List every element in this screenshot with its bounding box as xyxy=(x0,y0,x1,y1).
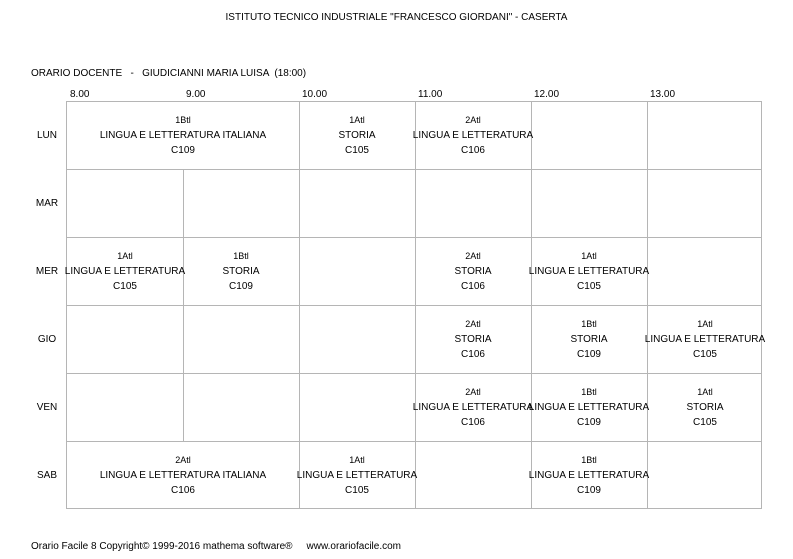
lesson-cell xyxy=(64,238,186,305)
day-label: VEN xyxy=(36,402,58,413)
time-label: 13.00 xyxy=(650,89,676,100)
lesson-class: 1Btl xyxy=(581,319,597,329)
lesson-cell xyxy=(415,238,531,305)
footer xyxy=(31,541,401,552)
lesson-cell xyxy=(415,306,531,373)
lesson-class: 1Btl xyxy=(581,454,597,465)
lesson-subject: LINGUA E LETTERATURA xyxy=(64,266,186,277)
lesson-room: C105 xyxy=(693,417,717,428)
lesson-subject: LINGUA E LETTERATURA xyxy=(644,334,766,345)
lesson-cell xyxy=(412,102,534,169)
lesson-room: C106 xyxy=(461,145,485,156)
lesson-class: 1Atl xyxy=(581,251,597,261)
time-label: 10.00 xyxy=(302,89,328,100)
lesson-class: 1Btl xyxy=(233,251,249,261)
lesson-cell xyxy=(412,374,534,441)
lesson-class: 1Atl xyxy=(349,454,365,465)
lesson-room: C109 xyxy=(577,484,601,496)
lesson-class: 1Atl xyxy=(349,115,365,125)
lesson-room: C106 xyxy=(461,281,485,292)
lesson-cell xyxy=(296,442,418,508)
lesson-subject: LINGUA E LETTERATURA xyxy=(296,469,418,481)
lesson-cell xyxy=(183,238,299,305)
lesson-room: C109 xyxy=(577,417,601,428)
time-label: 8.00 xyxy=(70,89,90,100)
lesson-class: 2Atl xyxy=(175,454,191,465)
lesson-cell xyxy=(531,306,647,373)
lesson-subject: LINGUA E LETTERATURA ITALIANA xyxy=(99,130,267,141)
day-label: LUN xyxy=(36,130,57,141)
lesson-room: C105 xyxy=(345,484,369,496)
lesson-subject: STORIA xyxy=(454,334,492,345)
lesson-cell xyxy=(528,238,650,305)
row-divider xyxy=(67,169,761,170)
lesson-cell xyxy=(644,306,766,373)
lesson-room: C109 xyxy=(577,349,601,360)
time-label: 11.00 xyxy=(418,89,443,100)
lesson-room: C105 xyxy=(113,281,137,292)
lesson-room: C105 xyxy=(577,281,601,292)
lesson-class: 1Atl xyxy=(697,387,713,397)
time-label: 9.00 xyxy=(186,89,206,100)
lesson-class: 2Atl xyxy=(465,251,481,261)
lesson-class: 1Atl xyxy=(697,319,713,329)
lesson-subject: LINGUA E LETTERATURA xyxy=(412,402,534,413)
copyright-text: Orario Facile 8 Copyright© 1999-2016 mathema software® xyxy=(31,541,293,552)
lesson-class: 1Atl xyxy=(117,251,133,261)
col-divider xyxy=(647,102,648,508)
lesson-subject: STORIA xyxy=(338,130,376,141)
lesson-class: 1Btl xyxy=(581,387,597,397)
lesson-subject: LINGUA E LETTERATURA xyxy=(528,469,650,481)
lesson-room: C106 xyxy=(171,484,195,496)
teacher-schedule-title: ORARIO DOCENTE - GIUDICIANNI MARIA LUISA (18:00) xyxy=(31,68,307,79)
website-link[interactable]: www.orariofacile.com xyxy=(306,541,402,552)
lesson-subject: LINGUA E LETTERATURA xyxy=(528,402,650,413)
lesson-subject: STORIA xyxy=(686,402,724,413)
lesson-cell xyxy=(67,102,299,169)
lesson-room: C105 xyxy=(345,145,369,156)
lesson-room: C106 xyxy=(461,417,485,428)
lesson-class: 1Btl xyxy=(175,115,191,125)
day-label: MAR xyxy=(35,198,59,209)
day-label: SAB xyxy=(36,470,57,481)
lesson-cell xyxy=(67,442,299,508)
lesson-room: C109 xyxy=(171,145,195,156)
lesson-room: C106 xyxy=(461,349,485,360)
lesson-room: C109 xyxy=(229,281,253,292)
school-title: ISTITUTO TECNICO INDUSTRIALE "FRANCESCO GIORDANI" - CASERTA xyxy=(225,12,568,23)
lesson-cell xyxy=(647,374,763,441)
lesson-subject: STORIA xyxy=(570,334,608,345)
timetable-grid xyxy=(64,101,766,509)
lesson-subject: LINGUA E LETTERATURA xyxy=(412,130,534,141)
day-label: GIO xyxy=(37,334,57,345)
day-label: MER xyxy=(35,266,59,277)
lesson-cell xyxy=(528,374,650,441)
lesson-subject: LINGUA E LETTERATURA xyxy=(528,266,650,277)
lesson-class: 2Atl xyxy=(465,115,481,125)
lesson-room: C105 xyxy=(693,349,717,360)
lesson-subject: STORIA xyxy=(222,266,260,277)
col-divider xyxy=(183,169,184,441)
time-label: 12.00 xyxy=(534,89,560,100)
lesson-subject: LINGUA E LETTERATURA ITALIANA xyxy=(99,469,267,481)
lesson-class: 2Atl xyxy=(465,319,481,329)
lesson-class: 2Atl xyxy=(465,387,481,397)
lesson-cell xyxy=(528,442,650,508)
lesson-subject: STORIA xyxy=(454,266,492,277)
lesson-cell xyxy=(299,102,415,169)
